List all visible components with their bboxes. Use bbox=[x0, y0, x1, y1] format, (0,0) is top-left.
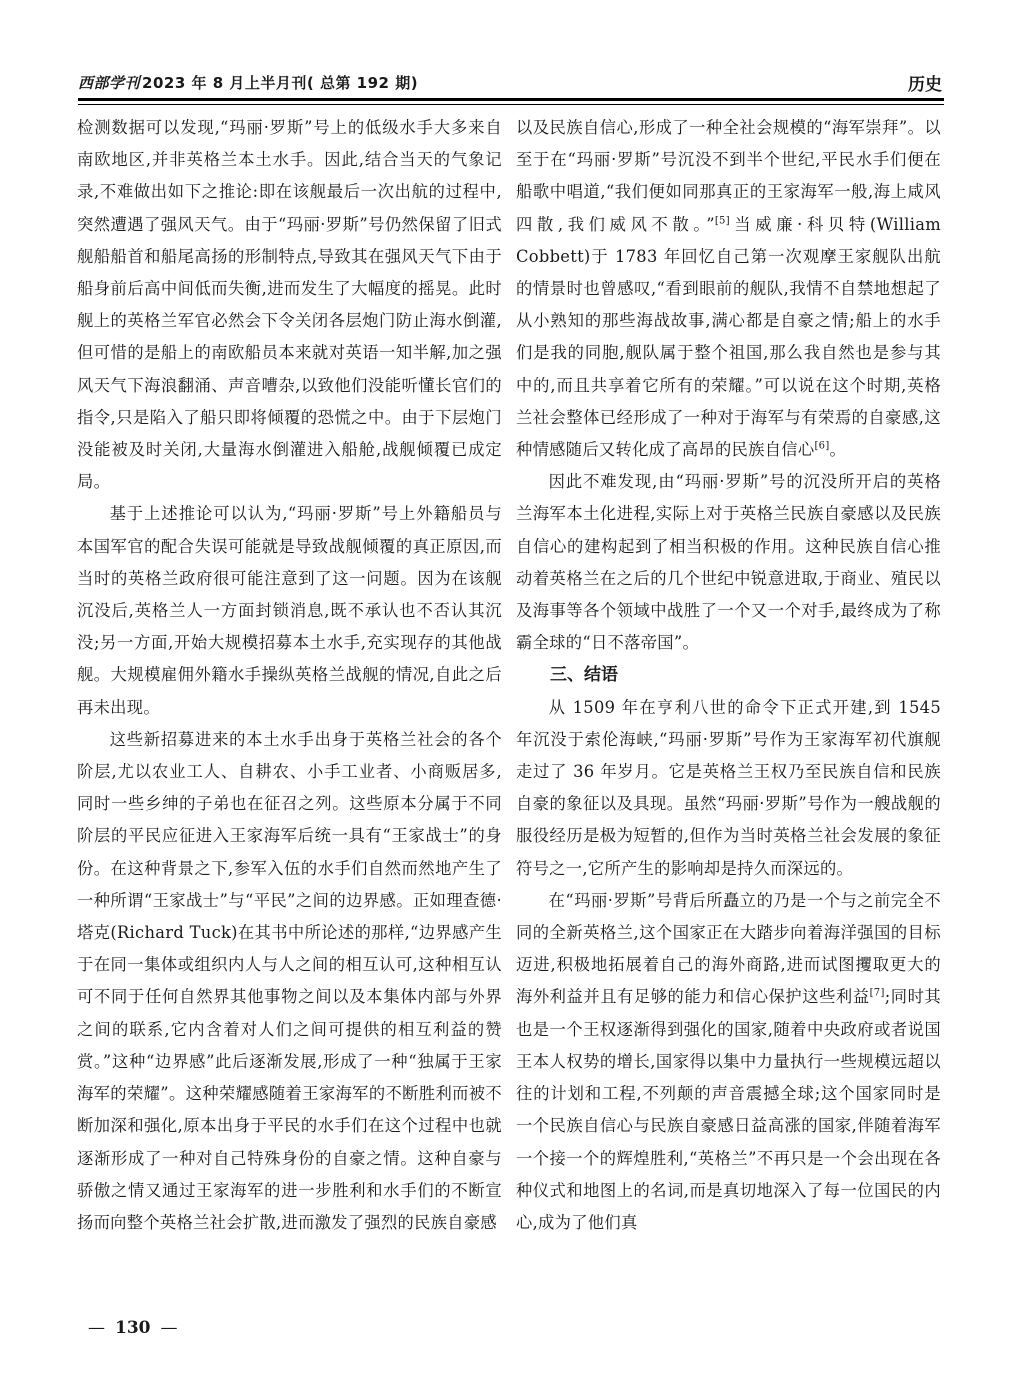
footer-dash: — bbox=[160, 1318, 178, 1338]
paragraph-text: 。 bbox=[829, 440, 847, 460]
page-number: 130 bbox=[115, 1318, 151, 1338]
left-column bbox=[77, 112, 502, 1302]
section-label: 历史 bbox=[908, 75, 942, 95]
journal-issue: 2023 年 8 月上半月刊( 总第 192 期) bbox=[142, 74, 419, 92]
paragraph bbox=[516, 885, 941, 1239]
paragraph-text: ;同时其也是一个王权逐渐得到强化的国家,随着中央政府或者说国王本人权势的增长,国家得以集中力量执行一些规模远超以往的计划和工程,不列颠的声音震撼全球;这个国家同时是一个民族自信心与民族自豪感日益高涨的国家,伴随着海军一个接一个的辉煌胜利,“英格兰”不再只是一个会出现在各种仪式和地图上的名词,而是真切地深入了每一位国民的内心,成为了他们真 bbox=[516, 987, 941, 1232]
right-column bbox=[516, 112, 941, 1302]
citation: [6] bbox=[814, 440, 830, 452]
paragraph: 检测数据可以发现,“玛丽·罗斯”号上的低级水手大多来自南欧地区,并非英格兰本土水手。因此,结合当天的气象记录,不难做出如下之推论:即在该舰最后一次出航的过程中,突然遭遇了强风天气。由于“玛丽·罗斯”号仍然保留了旧式舰船船首和船尾高扬的形制特点,导致其在强风天气下由于船身前后高中间低而失衡,进而发生了大幅度的摇晃。此时舰上的英格兰军官必然会下令关闭各层炮门防止海水倒灌,但可惜的是船上的南欧船员本来就对英语一知半解,加之强风天气下海浪翻涌、声音嘈杂,以致他们没能听懂长官们的指令,只是陷入了船只即将倾覆的恐慌之中。由于下层炮门没能被及时关闭,大量海水倒灌进入船舱,战舰倾覆已成定局。 bbox=[77, 118, 502, 492]
footer-dash: — bbox=[88, 1318, 105, 1338]
journal-title bbox=[78, 72, 418, 93]
header-rule bbox=[78, 98, 944, 101]
header-rule-thin bbox=[78, 104, 944, 105]
journal-logo: 西部学刊 bbox=[78, 74, 141, 92]
paragraph: 基于上述推论可以认为,“玛丽·罗斯”号上外籍船员与本国军官的配合失误可能就是导致战舰倾覆的真正原因,而当时的英格兰政府很可能注意到了这一问题。因为在该舰沉没后,英格兰人一方面封锁消息,既不承认也不否认其沉没;另一方面,开始大规模招募本土水手,充实现存的其他战舰。大规模雇佣外籍水手操纵英格兰战舰的情况,自此之后再未出现。 bbox=[77, 504, 502, 717]
paragraph: 这些新招募进来的本土水手出身于英格兰社会的各个阶层,尤以农业工人、自耕农、小手工业者、小商贩居多,同时一些乡绅的子弟也在征召之列。这些原本分属于不同阶层的平民应征进入王家海军后统一具有“王家战士”的身份。在这种背景之下,参军入伍的水手们自然而然地产生了一种所谓“王家战士”与“平民”之间的边界感。正如理查德·塔克(Richard Tuck)在其书中所论述的那样,“边界感产生于在同一集体或组织内人与人之间的相互认可,这种相互认可不同于任何自然界其他事物之间以及本集体内部与外界之间的联系,它内含着对人们之间可提供的相互利益的赞赏。”这种“边界感”此后逐渐发展,形成了一种“独属于王家海军的荣耀”。这种荣耀感随着王家海军的不断胜利而被不断加深和强化,原本出身于平民的水手们在这个过程中也就逐渐形成了一种对自己特殊身份的自豪之情。这种自豪与骄傲之情又通过王家海军的进一步胜利和水手们的不断宣扬而向整个英格兰社会扩散,进而激发了强烈的民族自豪感 bbox=[77, 729, 502, 1232]
paragraph-text: 以及民族自信心,形成了一种全社会规模的“海军崇拜”。以至于在“玛丽·罗斯”号沉没不到半个世纪,平民水手们便在船歌中唱道,“我们便如同那真正的王家海军一般,海上咸风四散,我们威风不散。” bbox=[516, 118, 941, 234]
paragraph: 因此不难发现,由“玛丽·罗斯”号的沉没所开启的英格兰海军本土化进程,实际上对于英格兰民族自豪感以及民族自信心的建构起到了相当积极的作用。这种民族自信心推动着英格兰在之后的几个世纪中锐意进取,于商业、殖民以及海事等各个领域中战胜了一个又一个对手,最终成为了称霸全球的“日不落帝国”。 bbox=[516, 472, 941, 653]
section-heading: 三、结语 bbox=[550, 665, 618, 686]
paragraph-text: 在“玛丽·罗斯”号背后所矗立的乃是一个与之前完全不同的全新英格兰,这个国家正在大踏步向着海洋强国的目标迈进,积极地拓展着自己的海外商路,进而试图攫取更大的海外利益并且有足够的能力和信心保护这些利益 bbox=[516, 890, 941, 1007]
running-header bbox=[78, 70, 944, 100]
citation: [5] bbox=[714, 215, 730, 227]
paragraph: 从 1509 年在亨利八世的命令下正式开建,到 1545 年沉没于索伦海峡,“玛丽·罗斯”号作为王家海军初代旗舰走过了 36 年岁月。它是英格兰王权乃至民族自信和民族自豪的象征以及具现。虽然“玛丽·罗斯”号作为一艘战舰的服役经历是极为短暂的,但作为当时英格兰社会发展的象征符号之一,它所产生的影响却是持久而深远的。 bbox=[516, 697, 941, 878]
citation: [7] bbox=[869, 988, 885, 1000]
paragraph bbox=[516, 112, 941, 466]
paragraph-text: 当威廉·科贝特(William Cobbett)于 1783 年回忆自己第一次观摩王家舰队出航的情景时也曾感叹,“看到眼前的舰队,我情不自禁地想起了从小熟知的那些海战故事,满心都是自豪之情;船上的水手们是我的同胞,舰队属于整个祖国,那么我自然也是参与其中的,而且共享着它所有的荣耀。”可以说在这个时期,英格兰社会整体已经形成了一种对于海军与有荣焉的自豪感,这种情感随后又转化成了高昂的民族自信心 bbox=[516, 214, 941, 460]
page-footer bbox=[88, 1318, 178, 1338]
